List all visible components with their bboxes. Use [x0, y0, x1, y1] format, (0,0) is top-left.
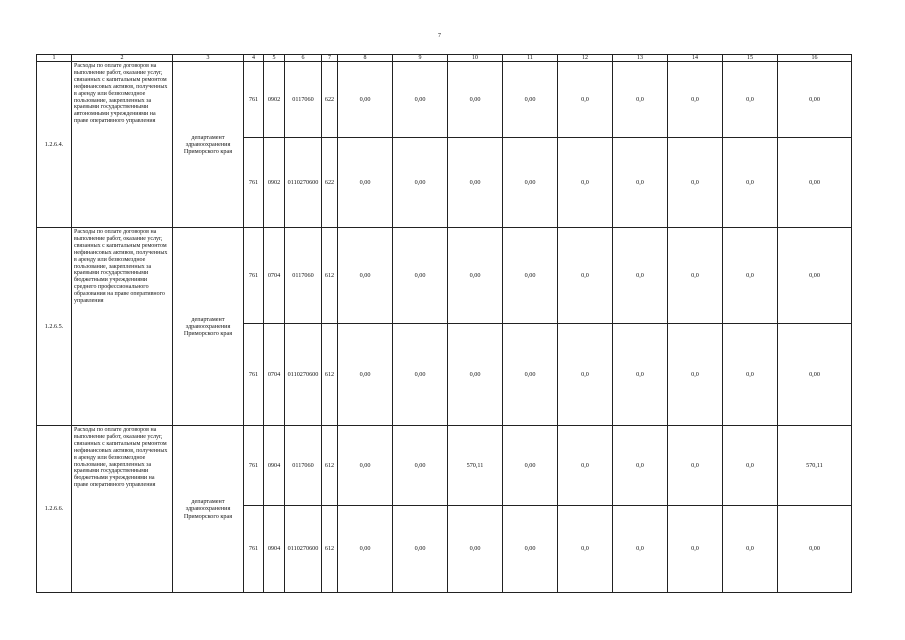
cell-c9: 0,00: [393, 228, 448, 324]
cell-c16: 570,11: [778, 426, 852, 506]
cell-c12: 0,0: [558, 506, 613, 593]
column-header: 12: [558, 55, 613, 62]
cell-c15: 0,0: [723, 138, 778, 228]
row-responsible: департамент здравоохранения Приморского края: [173, 426, 244, 593]
column-header: 6: [285, 55, 322, 62]
cell-c14: 0,0: [668, 138, 723, 228]
cell-c11: 0,00: [503, 426, 558, 506]
cell-c14: 0,0: [668, 228, 723, 324]
column-header: 10: [448, 55, 503, 62]
column-header: 7: [322, 55, 338, 62]
cell-c4: 761: [244, 138, 264, 228]
row-code: 1.2.6.4.: [37, 62, 72, 228]
cell-c6: 0117060: [285, 62, 322, 138]
cell-c11: 0,00: [503, 138, 558, 228]
cell-c12: 0,0: [558, 62, 613, 138]
cell-c14: 0,0: [668, 62, 723, 138]
cell-c16: 0,00: [778, 506, 852, 593]
cell-c9: 0,00: [393, 506, 448, 593]
cell-c15: 0,0: [723, 506, 778, 593]
cell-c4: 761: [244, 228, 264, 324]
cell-c10: 0,00: [448, 228, 503, 324]
row-description: Расходы по оплате договоров на выполнение работ, оказание услуг, связанных с капитальным ремонтом нефинансовых активов, полученных в аренду или безвозмездное пользование, закрепленных за краевыми государственными бюджетными учреждениями на праве оперативного управления: [72, 426, 173, 593]
cell-c8: 0,00: [338, 506, 393, 593]
column-header: 2: [72, 55, 173, 62]
column-header: 1: [37, 55, 72, 62]
cell-c7: 622: [322, 62, 338, 138]
cell-c5: 0904: [264, 426, 285, 506]
cell-c6: 0117060: [285, 426, 322, 506]
cell-c9: 0,00: [393, 62, 448, 138]
cell-c13: 0,0: [613, 228, 668, 324]
cell-c4: 761: [244, 324, 264, 426]
cell-c10: 0,00: [448, 138, 503, 228]
cell-c5: 0902: [264, 138, 285, 228]
cell-c8: 0,00: [338, 324, 393, 426]
column-header: 5: [264, 55, 285, 62]
column-header: 9: [393, 55, 448, 62]
cell-c10: 0,00: [448, 62, 503, 138]
table-row: [37, 228, 852, 324]
cell-c6: 0110270600: [285, 324, 322, 426]
cell-c6: 0117060: [285, 228, 322, 324]
cell-c16: 0,00: [778, 62, 852, 138]
cell-c16: 0,00: [778, 138, 852, 228]
column-header: 3: [173, 55, 244, 62]
column-header: 11: [503, 55, 558, 62]
cell-c8: 0,00: [338, 62, 393, 138]
cell-c9: 0,00: [393, 324, 448, 426]
cell-c8: 0,00: [338, 426, 393, 506]
cell-c13: 0,0: [613, 426, 668, 506]
cell-c11: 0,00: [503, 506, 558, 593]
cell-c14: 0,0: [668, 426, 723, 506]
cell-c10: 0,00: [448, 506, 503, 593]
cell-c4: 761: [244, 426, 264, 506]
column-header: 8: [338, 55, 393, 62]
row-code: 1.2.6.5.: [37, 228, 72, 426]
row-code: 1.2.6.6.: [37, 426, 72, 593]
cell-c13: 0,0: [613, 138, 668, 228]
cell-c6: 0110270600: [285, 138, 322, 228]
cell-c10: 570,11: [448, 426, 503, 506]
budget-table: [36, 54, 852, 593]
cell-c11: 0,00: [503, 62, 558, 138]
cell-c14: 0,0: [668, 324, 723, 426]
cell-c7: 612: [322, 506, 338, 593]
column-header: 4: [244, 55, 264, 62]
cell-c15: 0,0: [723, 324, 778, 426]
row-responsible: департамент здравоохранения Приморского края: [173, 228, 244, 426]
cell-c6: 0110270600: [285, 506, 322, 593]
cell-c16: 0,00: [778, 324, 852, 426]
cell-c8: 0,00: [338, 228, 393, 324]
cell-c4: 761: [244, 506, 264, 593]
cell-c12: 0,0: [558, 138, 613, 228]
cell-c12: 0,0: [558, 426, 613, 506]
column-header: 16: [778, 55, 852, 62]
cell-c12: 0,0: [558, 324, 613, 426]
cell-c13: 0,0: [613, 62, 668, 138]
cell-c9: 0,00: [393, 138, 448, 228]
cell-c13: 0,0: [613, 506, 668, 593]
page-number: 7: [438, 33, 441, 39]
cell-c10: 0,00: [448, 324, 503, 426]
table-row: [37, 62, 852, 138]
cell-c15: 0,0: [723, 62, 778, 138]
cell-c5: 0704: [264, 324, 285, 426]
cell-c5: 0902: [264, 62, 285, 138]
cell-c7: 622: [322, 138, 338, 228]
cell-c14: 0,0: [668, 506, 723, 593]
cell-c9: 0,00: [393, 426, 448, 506]
column-header: 14: [668, 55, 723, 62]
row-description: Расходы по оплате договоров на выполнение работ, оказание услуг, связанных с капитальным ремонтом нефинансовых активов, полученных в аренду или безвозмездное пользование, закрепленных за краевыми государственными бюджетными учреждениями среднего профессионального образования на праве оперативного управления: [72, 228, 173, 426]
table-header-row: [37, 55, 852, 62]
table-row: [37, 426, 852, 506]
cell-c13: 0,0: [613, 324, 668, 426]
row-responsible: департамент здравоохранения Приморского края: [173, 62, 244, 228]
cell-c16: 0,00: [778, 228, 852, 324]
row-description: Расходы по оплате договоров на выполнение работ, оказание услуг, связанных с капитальным ремонтом нефинансовых активов, полученных в аренду или безвозмездное пользование, закрепленных за краевыми государственными автономными учреждениями на праве оперативного управления: [72, 62, 173, 228]
column-header: 13: [613, 55, 668, 62]
column-header: 15: [723, 55, 778, 62]
cell-c15: 0,0: [723, 228, 778, 324]
cell-c12: 0,0: [558, 228, 613, 324]
cell-c4: 761: [244, 62, 264, 138]
cell-c5: 0904: [264, 506, 285, 593]
cell-c15: 0,0: [723, 426, 778, 506]
cell-c11: 0,00: [503, 228, 558, 324]
cell-c11: 0,00: [503, 324, 558, 426]
cell-c8: 0,00: [338, 138, 393, 228]
cell-c7: 612: [322, 228, 338, 324]
cell-c7: 612: [322, 324, 338, 426]
cell-c5: 0704: [264, 228, 285, 324]
cell-c7: 612: [322, 426, 338, 506]
